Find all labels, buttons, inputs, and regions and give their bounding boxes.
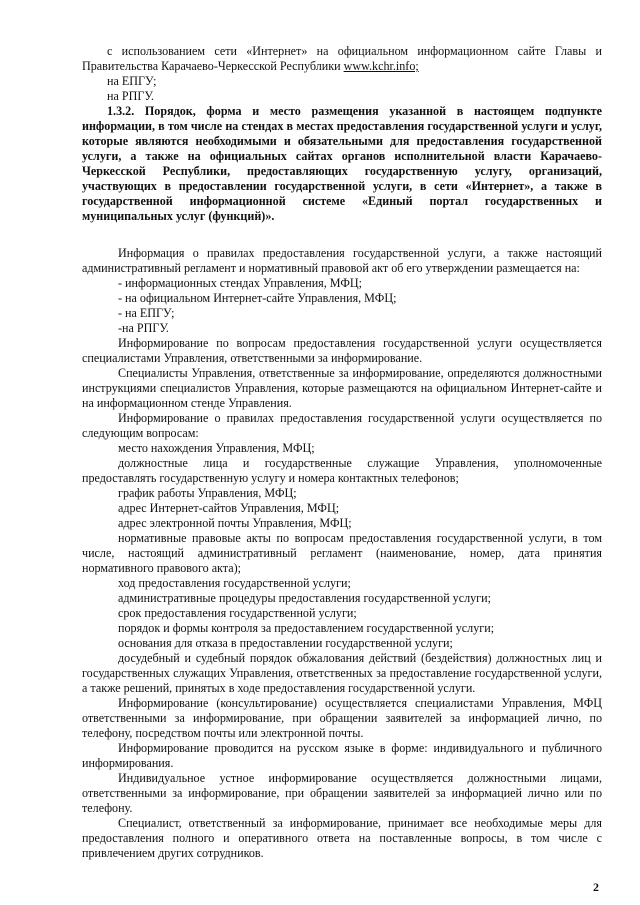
topic-item: адрес Интернет-сайтов Управления, МФЦ; — [118, 501, 340, 515]
intro-rpgu: на РПГУ. — [107, 89, 154, 103]
intro-paragraph — [82, 44, 602, 74]
body-paragraph-3: Специалисты Управления, ответственные за информирование, определяются должностными инструкциями специалистов Управления, которые размещаются на официальном Интернет-сайте и на информационном стенде Управления. — [82, 366, 602, 410]
topic-item: нормативные правовые акты по вопросам предоставления государственной услуги, в том числе, настоящий административный регламент (наименование, номер, дата принятия нормативного правового акта); — [82, 531, 602, 575]
topic-item: ход предоставления государственной услуги; — [118, 576, 351, 590]
body-paragraph-4: Информирование о правилах предоставления государственной услуги осуществляется по следующим вопросам: — [82, 411, 602, 440]
topic-item: срок предоставления государственной услуги; — [118, 606, 357, 620]
placement-item: - на официальном Интернет-сайте Управления, МФЦ; — [118, 291, 397, 305]
body-paragraph-7: Индивидуальное устное информирование осуществляется должностными лицами, ответственными за информирование, при обращении заявителей за информацией лично или по телефону. — [82, 771, 602, 815]
page-number: 2 — [593, 880, 599, 894]
body-paragraph-8: Специалист, ответственный за информирование, принимает все необходимые меры для предоставления полного и оперативного ответа на поставленные вопросы, в том числе с привлечением других сотрудников. — [82, 816, 602, 860]
topic-item: административные процедуры предоставления государственной услуги; — [118, 591, 491, 605]
topic-item: адрес электронной почты Управления, МФЦ; — [118, 516, 352, 530]
paragraph-gap — [82, 224, 602, 246]
topic-item: досудебный и судебный порядок обжалования действий (бездействия) должностных лиц и государственных служащих Управления, ответственных за предоставление государственной услуги, а также решений, принятых в ходе предоставления государственной услуги. — [82, 651, 602, 695]
topic-item: порядок и формы контроля за предоставлением государственной услуги; — [118, 621, 495, 635]
intro-epgu: на ЕПГУ; — [107, 74, 157, 88]
body-paragraph-2: Информирование по вопросам предоставления государственной услуги осуществляется специалистами Управления, ответственными за информирование. — [82, 336, 602, 365]
placement-item: -на РПГУ. — [118, 321, 169, 335]
document-page — [82, 44, 602, 861]
body-paragraph-5: Информирование (консультирование) осуществляется специалистами Управления, МФЦ ответственными за информирование, при обращении заявителей за информацией лично, по телефону, посредством почты или электронной почты. — [82, 696, 602, 740]
placement-list — [82, 276, 602, 336]
placement-item: - на ЕПГУ; — [118, 306, 175, 320]
website-link[interactable]: www.kchr.info; — [343, 59, 419, 73]
section-heading: 1.3.2. Порядок, форма и место размещения указанной в настоящем подпункте информации, в том числе на стендах в местах предоставления государственной услуги и услуг, которые являются необходимыми и обязательными для предоставления государственной услуги, а также на официальных сайтах органов исполнительной власти Карачаево-Черкесской Республики, предоставляющих государственную услугу, организаций, участвующих в предоставлении государственной услуги, в сети «Интернет», а также в государственной информационной системе «Единый портал государственных и муниципальных услуг (функций)». — [82, 104, 602, 223]
topics-list — [82, 441, 602, 696]
placement-item: - информационных стендах Управления, МФЦ; — [118, 276, 363, 290]
topic-item: должностные лица и государственные служащие Управления, уполномоченные предоставлять государственную услугу и номера контактных телефонов; — [82, 456, 602, 485]
body-paragraph-1: Информация о правилах предоставления государственной услуги, а также настоящий административный регламент и нормативный правовой акт об его утверждении размещается на: — [82, 246, 602, 275]
topic-item: основания для отказа в предоставлении государственной услуги; — [118, 636, 453, 650]
topic-item: место нахождения Управления, МФЦ; — [118, 441, 315, 455]
body-paragraph-6: Информирование проводится на русском языке в форме: индивидуального и публичного информирования. — [82, 741, 602, 770]
topic-item: график работы Управления, МФЦ; — [118, 486, 297, 500]
intro-text: с использованием сети «Интернет» на официальном информационном сайте Главы и Правительства Карачаево-Черкесской Республики — [82, 44, 602, 73]
